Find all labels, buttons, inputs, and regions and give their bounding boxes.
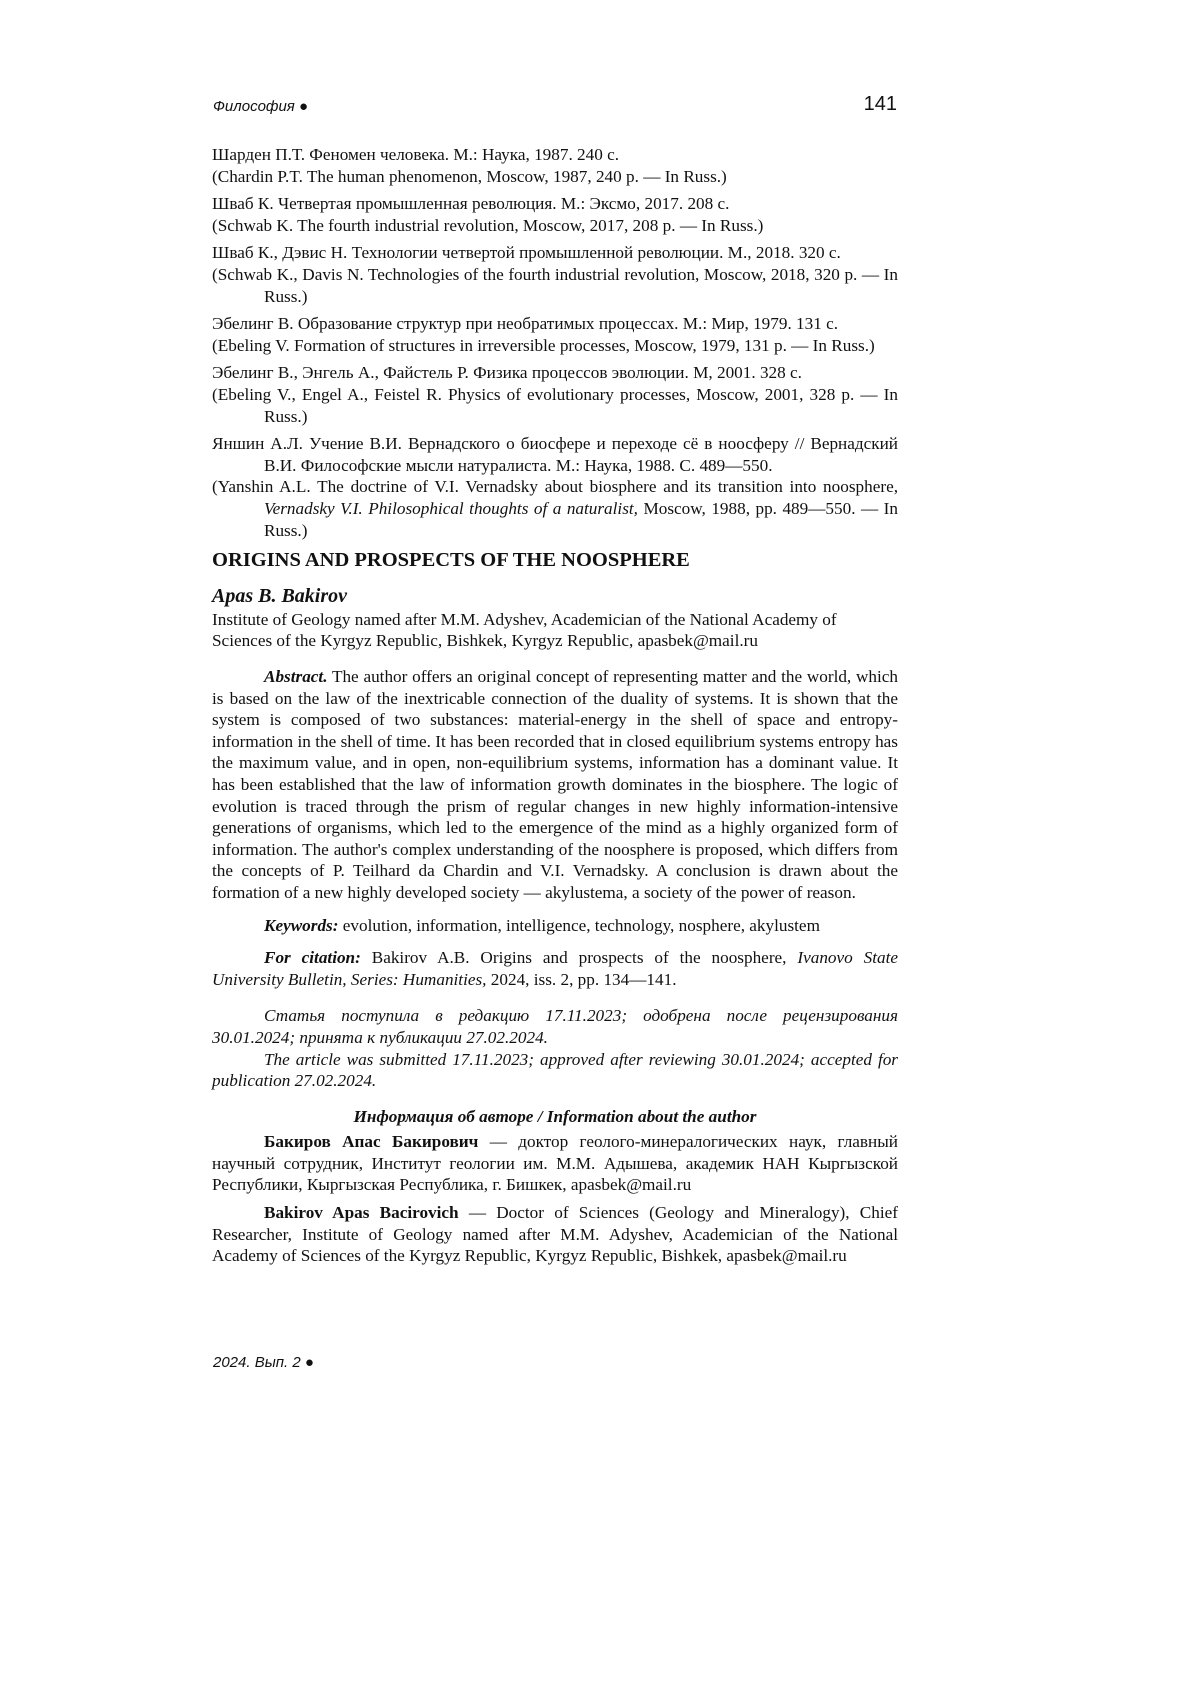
author-info-en-text: — Doctor of Sciences (Geology and Mineralogy), Chief Researcher, Institute of Geology named after M.M. Adyshev, Academician of the National Academy of Sciences of the Kyrgyz Republic, Kyrgyz Republic, Bishkek, apasbek@mail.ru xyxy=(212,1203,898,1266)
reference-ru: Эбелинг В. Образование структур при необратимых процессах. М.: Мир, 1979. 131 с. xyxy=(212,314,839,334)
article-title: ORIGINS AND PROSPECTS OF THE NOOSPHERE xyxy=(212,549,690,571)
reference-ru: Шваб К., Дэвис Н. Технологии четвертой промышленной революции. М., 2018. 320 с. xyxy=(212,243,841,263)
reference-item xyxy=(212,362,898,427)
reference-item xyxy=(212,193,898,236)
author-info-ru xyxy=(212,1131,898,1196)
keywords-text: evolution, information, intelligence, technology, nosphere, akylustem xyxy=(338,915,820,935)
reference-en: (Ebeling V. Formation of structures in irreversible processes, Moscow, 1979, 131 p. — In Russ.) xyxy=(212,335,875,355)
reference-item xyxy=(212,433,898,541)
reference-en: (Schwab K. The fourth industrial revolution, Moscow, 2017, 208 p. — In Russ.) xyxy=(212,215,764,235)
author-name-en: Bakirov Apas Bacirovich xyxy=(264,1203,459,1223)
keywords xyxy=(212,915,898,937)
abstract xyxy=(212,666,898,904)
reference-en: (Schwab K., Davis N. Technologies of the fourth industrial revolution, Moscow, 2018, 320 p. — In Russ.) xyxy=(212,264,898,306)
citation-journal: Ivanovo State University Bulletin, Series: Humanities, xyxy=(212,948,898,989)
reference-en: (Chardin P.T. The human phenomenon, Moscow, 1987, 240 p. — In Russ.) xyxy=(212,166,727,186)
citation-text: 2024, iss. 2, pp. 134—141. xyxy=(486,969,677,989)
abstract-text: The author offers an original concept of representing matter and the world, which is based on the law of the inextricable connection of the duality of systems. It is shown that the system is composed of two substances: material-energy in the shell of space and entropy-information in the shell of time. It has been recorded that in closed equilibrium systems entropy has the maximum value, and in open, non-equilibrium systems, information has a dominant value. It has been established that the law of information growth dominates in the biosphere. The logic of evolution is traced through the prism of regular changes in new highly information-intensive generations of organisms, which led to the emergence of the mind as a highly organized form of information. The author's complex understanding of the noosphere is proposed, which differs from the concepts of P. Teilhard da Chardin and V.I. Vernadsky. A conclusion is drawn about the formation of a new highly developed society — akylustema, a society of the power of reason. xyxy=(212,667,898,902)
reference-en xyxy=(212,476,898,541)
reference-item xyxy=(212,242,898,307)
reference-ru: Эбелинг В., Энгель А., Файстель Р. Физика процессов эволюции. М, 2001. 328 с. xyxy=(212,363,802,383)
keywords-label: Keywords: xyxy=(264,915,339,935)
abstract-label: Abstract. xyxy=(264,667,328,686)
dates-en: The article was submitted 17.11.2023; approved after reviewing 30.01.2024; accepted for publication 27.02.2024. xyxy=(212,1049,898,1091)
reference-en: (Ebeling V., Engel A., Feistel R. Physics of evolutionary processes, Moscow, 2001, 328 p. — In Russ.) xyxy=(212,384,898,426)
issue-footer: 2024. Вып. 2 ● xyxy=(213,1354,314,1371)
reference-ru: Шарден П.Т. Феномен человека. М.: Наука, 1987. 240 с. xyxy=(212,145,620,164)
author-name: Apas B. Bakirov xyxy=(212,585,348,607)
citation xyxy=(212,947,898,990)
author-info-ru-text: — доктор геолого-минералогических наук, главный научный сотрудник, Институт геологии им. М.М. Адышева, академик НАН Кыргызской Республики, Кыргызская Республика, г. Бишкек, apasbek@mail.ru xyxy=(212,1132,898,1195)
author-info-en xyxy=(212,1202,898,1267)
author-name-ru: Бакиров Апас Бакирович xyxy=(264,1132,479,1152)
reference-ru: Шваб К. Четвертая промышленная революция. М.: Эксмо, 2017. 208 с. xyxy=(212,194,730,214)
running-header: Философия ● xyxy=(213,98,309,115)
citation-label: For citation: xyxy=(264,948,361,968)
reference-en-part: Moscow, 1988, pp. 489—550. — In Russ.) xyxy=(264,498,898,540)
reference-item xyxy=(212,144,898,187)
dates-ru: Статья поступила в редакцию 17.11.2023; одобрена после рецензирования 30.01.2024; принята к публикации 27.02.2024. xyxy=(212,1006,898,1047)
reference-en-part: (Yanshin A.L. The doctrine of V.I. Vernadsky about biosphere and its transition into noosphere, xyxy=(212,477,898,497)
author-info-heading: Информация об авторе / Information about the author xyxy=(353,1106,757,1126)
reference-list xyxy=(212,144,898,547)
reference-en-source: Vernadsky V.I. Philosophical thoughts of a naturalist, xyxy=(264,498,638,518)
citation-text: Bakirov A.B. Origins and prospects of the noosphere, xyxy=(360,948,798,968)
reference-item xyxy=(212,313,898,356)
page-number: 141 xyxy=(863,93,897,115)
reference-ru: Яншин А.Л. Учение В.И. Вернадского о биосфере и переходе сё в ноосферу // Вернадский В.И. Философские мысли натуралиста. М.: Наука, 1988. С. 489—550. xyxy=(212,434,898,475)
author-affiliation: Institute of Geology named after M.M. Adyshev, Academician of the National Academy of Sciences of the Kyrgyz Republic, Bishkek, Kyrgyz Republic, apasbek@mail.ru xyxy=(212,609,837,651)
